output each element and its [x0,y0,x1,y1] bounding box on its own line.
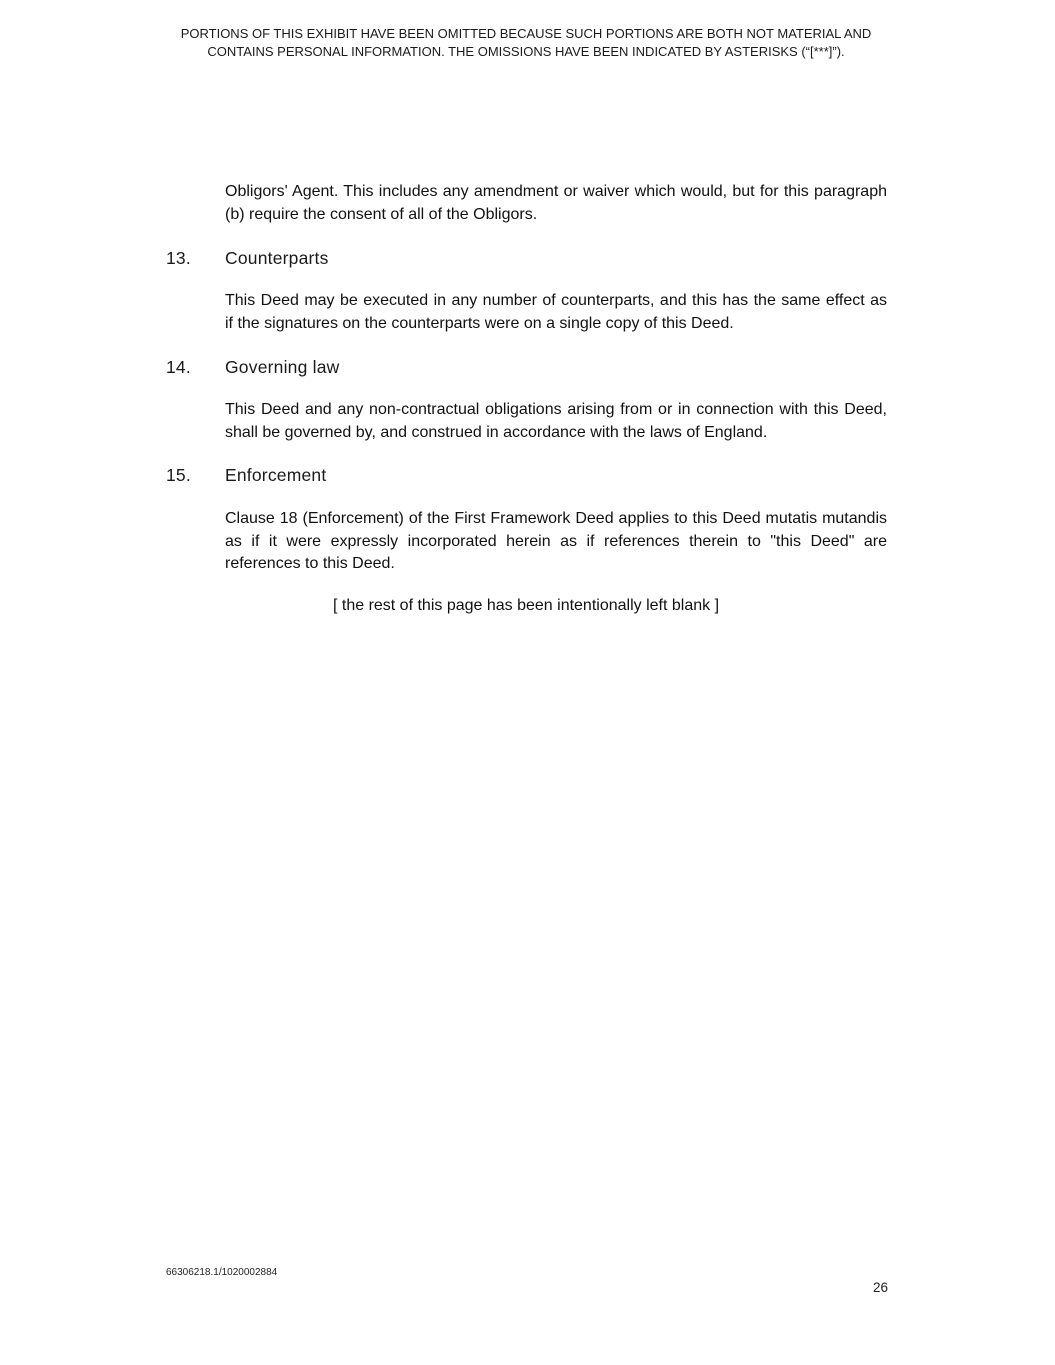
section-title: Counterparts [225,248,329,268]
page-number: 26 [872,1280,888,1295]
section-heading-governing-law [166,356,339,378]
continuation-line-1: Obligors' Agent. This includes any amendment or waiver which would, but for this paragraph [225,183,887,200]
body-line: if the signatures on the counterparts were on a single copy of this Deed. [225,314,734,332]
continuation-line-2: (b) require the consent of all of the Obligors. [225,205,538,223]
section-number: 14. [166,357,191,377]
body-line: shall be governed by, and construed in accordance with the laws of England. [225,423,768,441]
section-body-counterparts [225,290,887,335]
omission-notice-line-1: PORTIONS OF THIS EXHIBIT HAVE BEEN OMITTED BECAUSE SUCH PORTIONS ARE BOTH NOT MATERIAL AND [180,26,872,41]
intentionally-blank-note: [ the rest of this page has been intentionally left blank ] [332,597,720,614]
body-line: as if it were expressly incorporated herein as if references therein to "this Deed" are [225,532,887,550]
section-title: Enforcement [225,465,327,485]
section-number: 15. [166,465,191,485]
section-title: Governing law [225,357,340,377]
omission-notice-line-2: CONTAINS PERSONAL INFORMATION. THE OMISSIONS HAVE BEEN INDICATED BY ASTERISKS (“[***]”). [207,44,845,59]
section-number: 13. [166,248,191,268]
section-heading-counterparts [166,247,329,269]
body-line: This Deed may be executed in any number of counterparts, and this has the same effect as [225,292,887,309]
body-line: references to this Deed. [225,555,395,572]
body-line: Clause 18 (Enforcement) of the First Framework Deed applies to this Deed mutatis mutandis [225,510,887,527]
section-heading-enforcement [166,464,326,486]
body-line: This Deed and any non-contractual obligations arising from or in connection with this Deed, [225,401,887,418]
document-reference: 66306218.1/1020002884 [166,1267,278,1278]
continuation-paragraph [225,181,887,226]
omission-notice [120,25,932,61]
section-body-governing-law [225,399,887,444]
section-body-enforcement [225,508,887,576]
